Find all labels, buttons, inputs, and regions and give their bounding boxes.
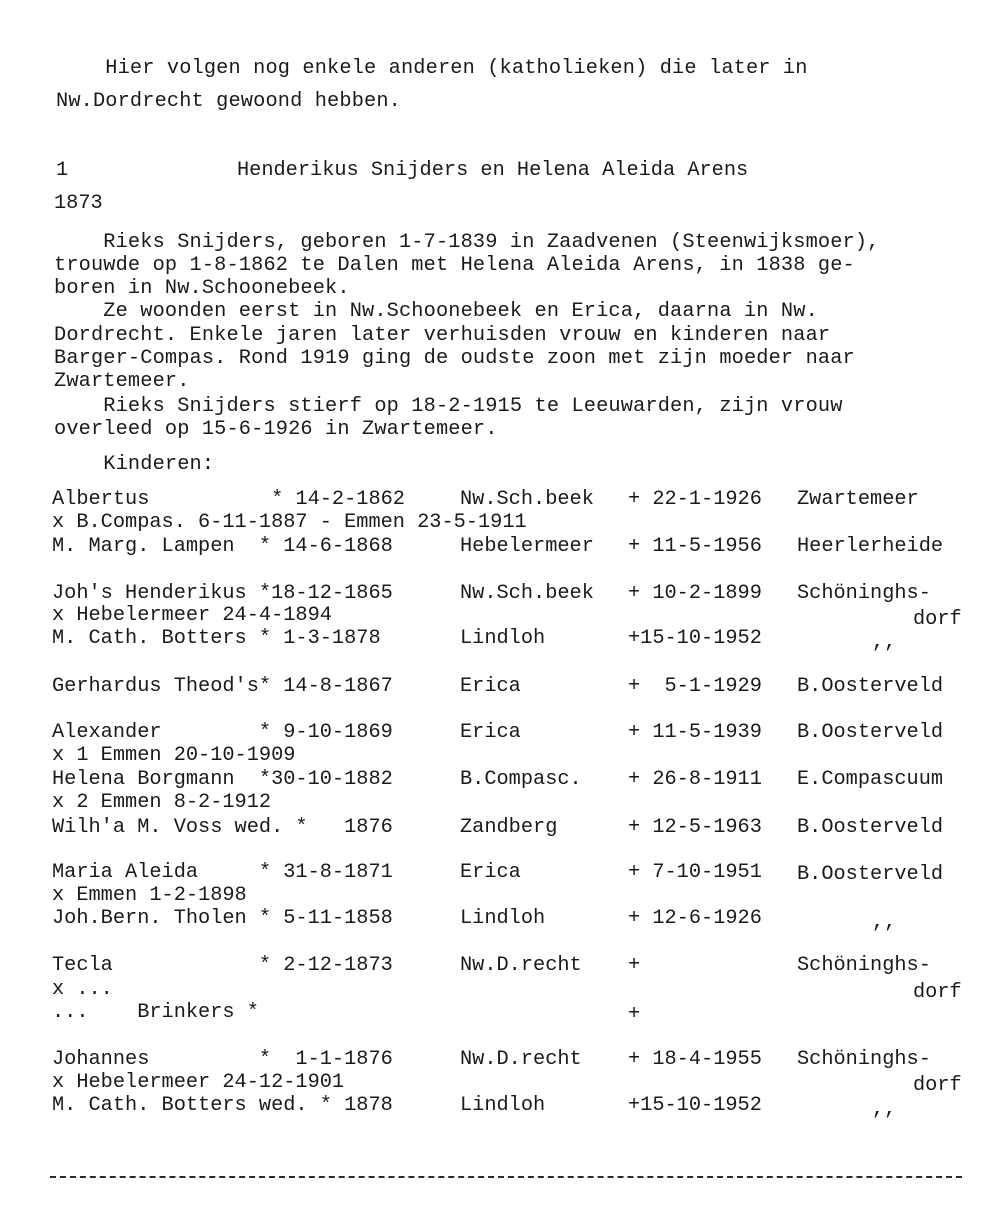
spouse-deathplace: Heerlerheide: [797, 535, 944, 558]
paragraph-line: Barger-Compas. Rond 1919 ging de oudste zoon met zijn moeder naar: [54, 347, 855, 370]
child-birthplace: Erica: [460, 675, 521, 698]
spouse-birthplace: Zandberg: [460, 816, 558, 839]
child-name: Alexander * 9-10-1869: [52, 721, 393, 744]
spouse-name: Wilh'a M. Voss wed. * 1876: [52, 816, 393, 839]
child-name: Gerhardus Theod's* 14-8-1867: [52, 675, 393, 698]
child-death: + 10-2-1899: [628, 582, 762, 605]
intro-line-1: Hier volgen nog enkele anderen (katholieken) die later in: [56, 57, 808, 80]
child-marriage: x 2 Emmen 8-2-1912: [52, 791, 272, 814]
child-deathplace-cont: dorf: [913, 608, 962, 631]
child-birthplace: Erica: [460, 861, 521, 884]
child-marriage: x 1 Emmen 20-10-1909: [52, 744, 296, 767]
child-name: Tecla * 2-12-1873: [52, 954, 393, 977]
paragraph-line: trouwde op 1-8-1862 te Dalen met Helena Aleida Arens, in 1838 ge-: [54, 254, 855, 277]
child-deathplace: B.Oosterveld: [797, 675, 944, 698]
child-death: + 18-4-1955: [628, 1048, 762, 1071]
child-name: Joh's Henderikus *18-12-1865: [52, 582, 393, 605]
child-birthplace: Nw.D.recht: [460, 1048, 582, 1071]
entry-year: 1873: [54, 192, 103, 215]
paragraph-line: boren in Nw.Schoonebeek.: [54, 277, 350, 300]
spouse-birthplace: Hebelermeer: [460, 535, 594, 558]
spouse-birthplace: Lindloh: [460, 627, 546, 650]
child-deathplace: Schöninghs-: [797, 954, 931, 977]
spouse-name: M. Cath. Botters wed. * 1878: [52, 1094, 393, 1117]
child-name: Maria Aleida * 31-8-1871: [52, 861, 393, 884]
paragraph-line: Zwartemeer.: [54, 370, 190, 393]
child-deathplace: B.Oosterveld: [797, 863, 944, 886]
child-deathplace: Schöninghs-: [797, 582, 931, 605]
child-marriage: x Hebelermeer 24-12-1901: [52, 1071, 345, 1094]
spouse-name: M. Cath. Botters * 1-3-1878: [52, 627, 381, 650]
child-birthplace: Nw.Sch.beek: [460, 582, 594, 605]
child-name: Albertus * 14-2-1862: [52, 488, 405, 511]
intro-line-2: Nw.Dordrecht gewoond hebben.: [56, 90, 401, 113]
spouse-death: + 11-5-1956: [628, 535, 762, 558]
child-marriage: x ...: [52, 978, 113, 1001]
spouse-death: + 12-6-1926: [628, 907, 762, 930]
spouse-death: + 12-5-1963: [628, 816, 762, 839]
spouse-birthplace: B.Compasc.: [460, 768, 582, 791]
spouse-name: Helena Borgmann *30-10-1882: [52, 768, 393, 791]
paragraph-line: Rieks Snijders, geboren 1-7-1839 in Zaadvenen (Steenwijksmoer),: [54, 231, 880, 254]
spouse-deathplace: B.Oosterveld: [797, 816, 944, 839]
child-death: + 22-1-1926: [628, 488, 762, 511]
paragraph-line: Ze woonden eerst in Nw.Schoonebeek en Erica, daarna in Nw.: [54, 300, 818, 323]
child-deathplace: Zwartemeer: [797, 488, 919, 511]
child-deathplace-cont: dorf: [913, 1074, 962, 1097]
paragraph-line: Dordrecht. Enkele jaren later verhuisden vrouw en kinderen naar: [54, 324, 831, 347]
spouse-birthplace: Lindloh: [460, 907, 546, 930]
child-death: + 11-5-1939: [628, 721, 762, 744]
paragraph-line: overleed op 15-6-1926 in Zwartemeer.: [54, 418, 498, 441]
page-divider: [50, 1176, 962, 1178]
child-marriage: x B.Compas. 6-11-1887 - Emmen 23-5-1911: [52, 511, 527, 534]
child-marriage: x Emmen 1-2-1898: [52, 884, 247, 907]
entry-number: 1: [56, 159, 69, 182]
child-birthplace: Nw.Sch.beek: [460, 488, 594, 511]
child-death: + 7-10-1951: [628, 861, 762, 884]
child-name: Johannes * 1-1-1876: [52, 1048, 393, 1071]
spouse-death: +15-10-1952: [628, 1094, 762, 1117]
entry-title: Henderikus Snijders en Helena Aleida Arens: [237, 159, 749, 182]
spouse-deathplace: E.Compascuum: [797, 768, 944, 791]
child-death: +: [628, 954, 641, 977]
spouse-name: M. Marg. Lampen * 14-6-1868: [52, 535, 393, 558]
children-heading: Kinderen:: [54, 453, 215, 476]
spouse-birthplace: Lindloh: [460, 1094, 546, 1117]
child-deathplace-cont: dorf: [913, 981, 962, 1004]
spouse-deathplace: ,,: [872, 911, 897, 934]
child-marriage: x Hebelermeer 24-4-1894: [52, 604, 332, 627]
child-deathplace: Schöninghs-: [797, 1048, 931, 1071]
child-birthplace: Erica: [460, 721, 521, 744]
spouse-name: ... Brinkers *: [52, 1001, 259, 1024]
paragraph-line: Rieks Snijders stierf op 18-2-1915 te Leeuwarden, zijn vrouw: [54, 395, 843, 418]
spouse-name: Joh.Bern. Tholen * 5-11-1858: [52, 907, 393, 930]
child-deathplace: B.Oosterveld: [797, 721, 944, 744]
child-death: + 5-1-1929: [628, 675, 762, 698]
child-birthplace: Nw.D.recht: [460, 954, 582, 977]
spouse-deathplace: ,,: [872, 631, 897, 654]
spouse-death: +: [628, 1003, 641, 1026]
spouse-death: +15-10-1952: [628, 627, 762, 650]
spouse-deathplace: ,,: [872, 1098, 897, 1121]
spouse-death: + 26-8-1911: [628, 768, 762, 791]
